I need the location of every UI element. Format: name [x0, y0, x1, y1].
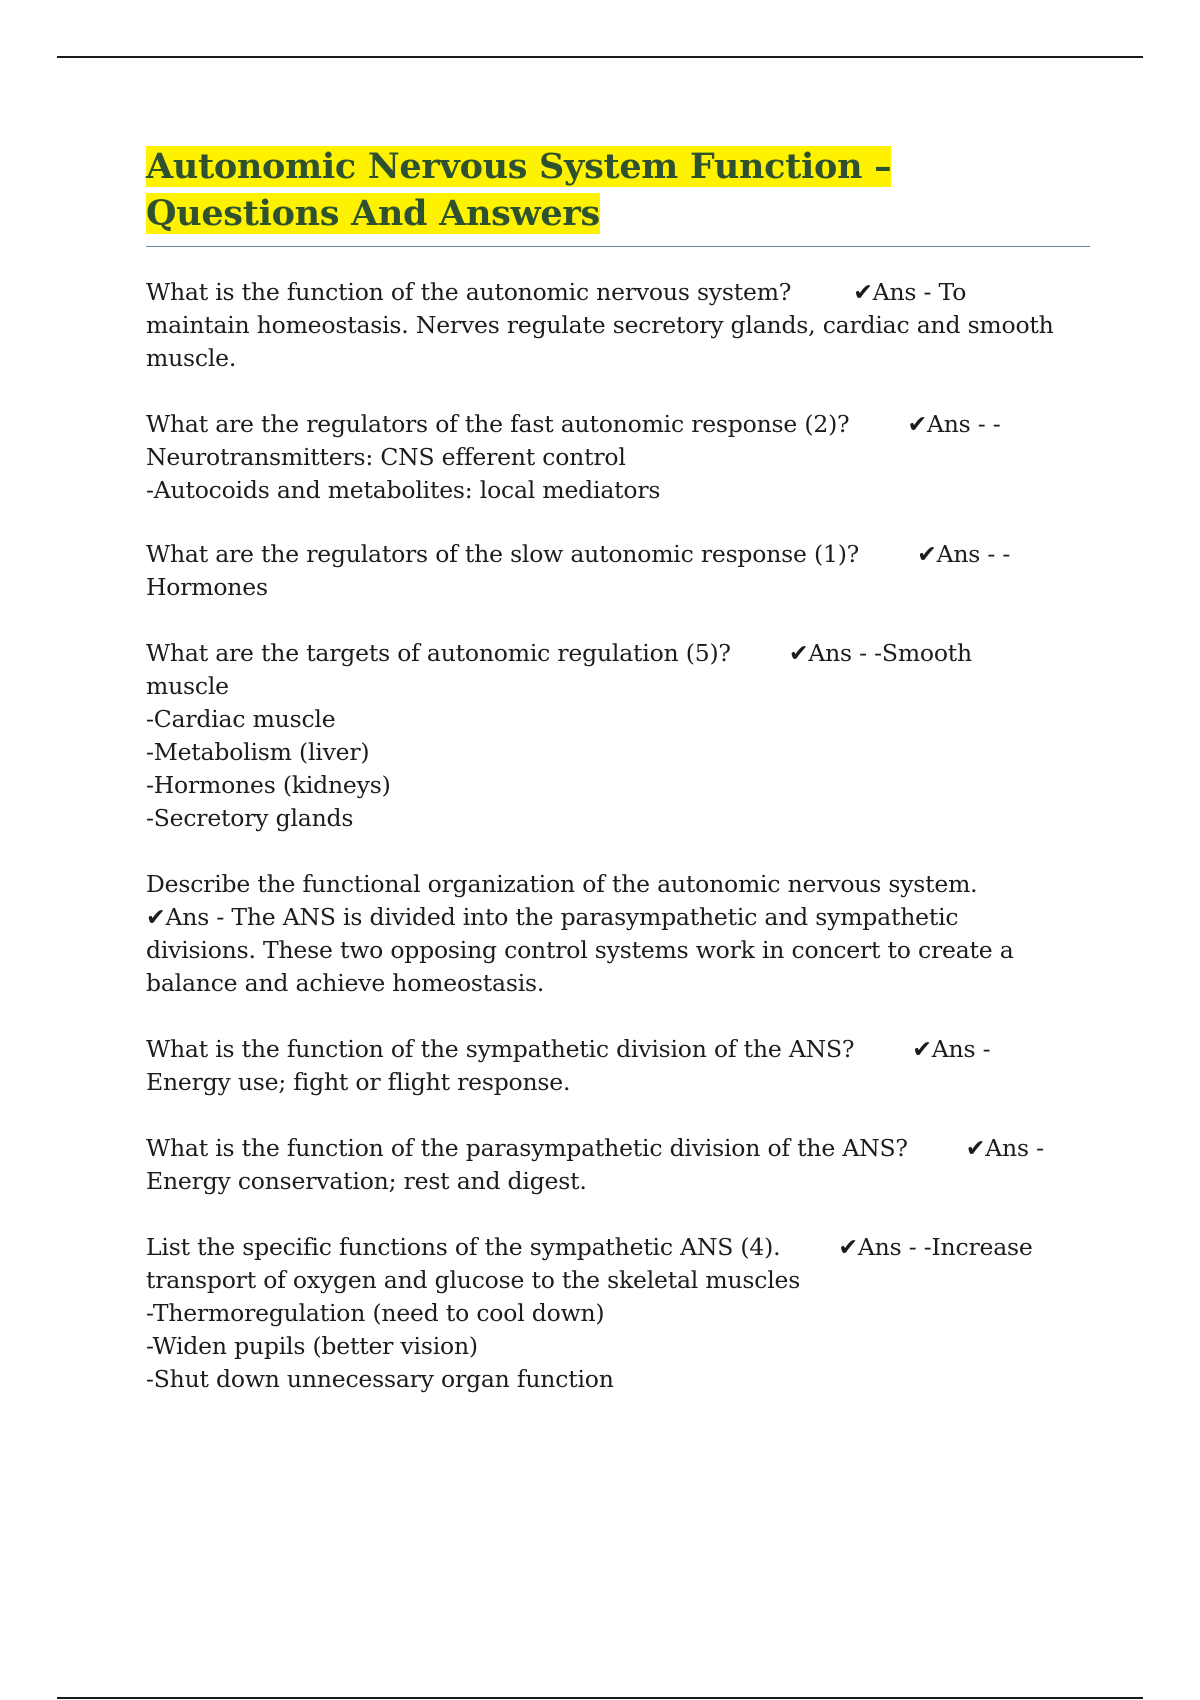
answer-line: -Secretory glands: [146, 804, 354, 832]
page-bottom-rule: [57, 1697, 1143, 1699]
document-title-text: Autonomic Nervous System Function – Questions And Answers: [146, 146, 892, 234]
answer-line: transport of oxygen and glucose to the skeletal muscles: [146, 1266, 801, 1294]
answer-text: - -Increase: [908, 1233, 1033, 1261]
question-text: What is the function of the sympathetic division of the ANS?: [146, 1035, 855, 1063]
answer-line: -Shut down unnecessary organ function: [146, 1365, 614, 1393]
answer-marker: ✔Ans: [853, 278, 917, 306]
question-text: What is the function of the parasympathetic division of the ANS?: [146, 1134, 908, 1162]
qa-item: [146, 1033, 1090, 1099]
question-text: List the specific functions of the sympathetic ANS (4).: [146, 1233, 781, 1261]
answer-line: Energy conservation; rest and digest.: [146, 1167, 587, 1195]
question-text: What is the function of the autonomic nervous system?: [146, 278, 792, 306]
answer-line: -Hormones (kidneys): [146, 771, 391, 799]
answer-line: -Widen pupils (better vision): [146, 1332, 478, 1360]
answer-line: -Thermoregulation (need to cool down): [146, 1299, 605, 1327]
qa-item: [146, 538, 1090, 604]
answer-line: -Metabolism (liver): [146, 738, 370, 766]
answer-text: - -Smooth: [859, 639, 972, 667]
answer-text: - -: [977, 410, 1001, 438]
title-underline: [146, 246, 1090, 247]
answer-line: balance and achieve homeostasis.: [146, 969, 545, 997]
answer-marker: ✔Ans: [917, 540, 981, 568]
question-text: What are the regulators of the slow autonomic response (1)?: [146, 540, 860, 568]
answer-marker: ✔Ans: [907, 410, 971, 438]
qa-item: [146, 408, 1090, 507]
document-title: [146, 143, 1090, 237]
answer-text: - The ANS is divided into the parasympathetic and sympathetic: [216, 903, 959, 931]
answer-marker: ✔Ans: [912, 1035, 976, 1063]
answer-line: maintain homeostasis. Nerves regulate secretory glands, cardiac and smooth: [146, 311, 1054, 339]
answer-line: muscle.: [146, 344, 237, 372]
answer-line: Energy use; fight or flight response.: [146, 1068, 571, 1096]
answer-line: muscle: [146, 672, 229, 700]
page-top-rule: [57, 56, 1143, 58]
question-text: What are the regulators of the fast autonomic response (2)?: [146, 410, 850, 438]
answer-marker: ✔Ans: [788, 639, 852, 667]
question-text: What are the targets of autonomic regulation (5)?: [146, 639, 731, 667]
answer-text: - -: [987, 540, 1011, 568]
qa-item: [146, 1231, 1090, 1396]
qa-item: [146, 637, 1090, 835]
qa-item: [146, 1132, 1090, 1198]
answer-marker: ✔Ans: [965, 1134, 1029, 1162]
answer-line: Neurotransmitters: CNS efferent control: [146, 443, 626, 471]
qa-item: [146, 276, 1090, 375]
question-text: Describe the functional organization of the autonomic nervous system.: [146, 870, 978, 898]
answer-line: Hormones: [146, 573, 268, 601]
answer-line: -Cardiac muscle: [146, 705, 336, 733]
answer-line: -Autocoids and metabolites: local mediators: [146, 476, 661, 504]
answer-text: -: [982, 1035, 991, 1063]
answer-line: divisions. These two opposing control systems work in concert to create a: [146, 936, 1014, 964]
document-body: [146, 143, 1090, 1396]
answer-text: -: [1036, 1134, 1044, 1162]
qa-item: [146, 868, 1090, 1000]
answer-marker: ✔Ans: [838, 1233, 902, 1261]
answer-marker: ✔Ans: [146, 903, 210, 931]
answer-text: - To: [923, 278, 967, 306]
